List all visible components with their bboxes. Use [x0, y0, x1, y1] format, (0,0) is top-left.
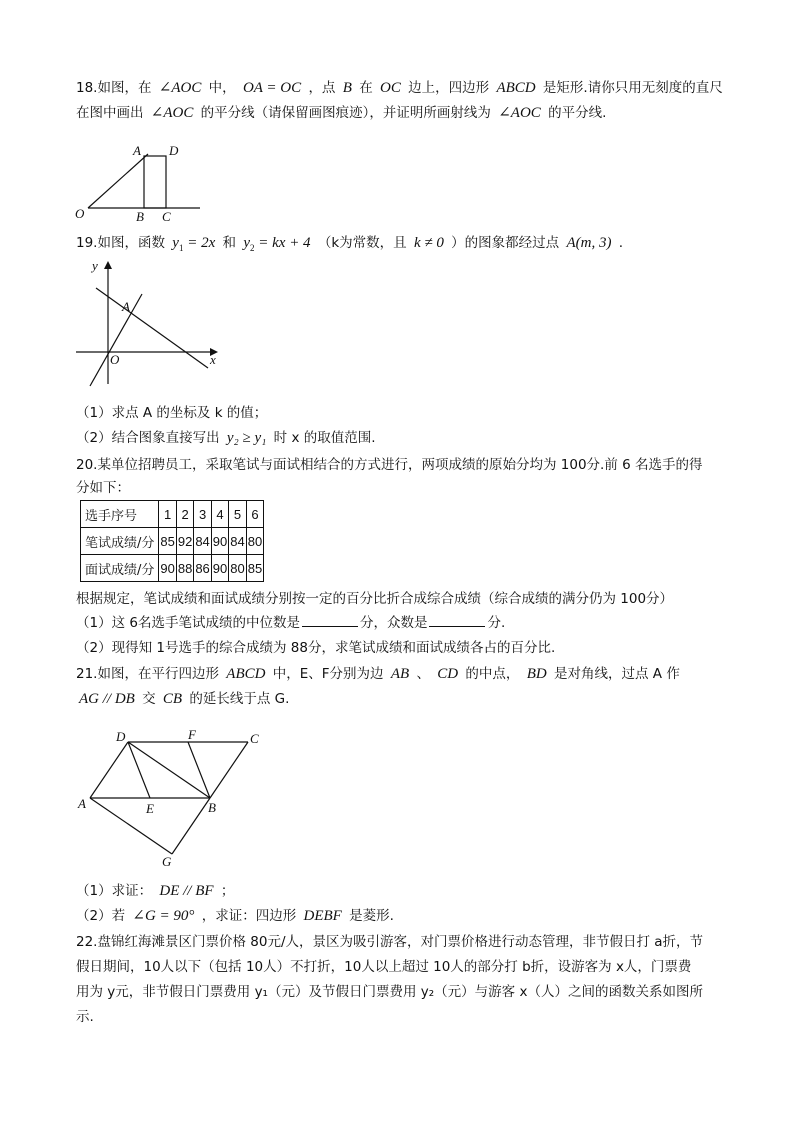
- q21-seg-ad: [90, 742, 128, 798]
- table-row: [81, 501, 264, 528]
- q19-math-y1: $y_1 = 2x$: [172, 235, 216, 253]
- q20-score-table: [80, 500, 264, 582]
- q22-line-3: 用为 y元，非节假日门票费用 y₁（元）及节假日门票费用 y₂（元）与游客 x（人）之间的函数关系如图所: [76, 984, 703, 1000]
- q18-label-o: O: [75, 206, 85, 221]
- table-cell: 85: [159, 528, 176, 555]
- q18-math-angle: ∠AOC: [150, 105, 194, 121]
- q19-line-y1: [90, 294, 142, 386]
- q21-seg-bg: [172, 798, 210, 854]
- table-cell: 85: [246, 555, 263, 582]
- q21-line-1: 21.如图，在平行四边形 ABCD 中，E、F分别为边 AB 、 CD 的中点， BD 是对角线，过点 A 作: [76, 666, 680, 682]
- q19-label-x: x: [210, 352, 216, 367]
- q20-line-3: 根据规定，笔试成绩和面试成绩分别按一定的百分比折合成综合成绩（综合成绩的满分仍为 100分）: [76, 591, 674, 607]
- table-row-label: 面试成绩/分: [81, 555, 159, 582]
- table-cell: 3: [194, 501, 211, 528]
- table-cell: 92: [176, 528, 193, 555]
- table-cell: 2: [176, 501, 193, 528]
- q21-seg-bd: [128, 742, 210, 798]
- q18-math-point: B: [342, 80, 352, 96]
- q19-text: （k为常数，且: [317, 235, 407, 251]
- q21-seg-bc: [210, 742, 248, 798]
- q18-figure: [70, 138, 210, 228]
- q21-figure: [72, 726, 272, 870]
- table-cell: 84: [194, 528, 211, 555]
- table-cell: 5: [229, 501, 246, 528]
- q18-label-d: D: [169, 143, 179, 158]
- q18-line-2: [76, 103, 606, 123]
- q20-part-2: （2）现得知 1号选手的综合成绩为 88分，求笔试成绩和面试成绩各占的百分比.: [76, 640, 556, 656]
- table-cell: 90: [211, 528, 228, 555]
- q19-label-o: O: [110, 352, 120, 367]
- table-cell: 86: [194, 555, 211, 582]
- table-row-label: 笔试成绩/分: [81, 528, 159, 555]
- table-row: [81, 555, 264, 582]
- q18-text: 是矩形.请你只用无刻度的直尺: [542, 80, 723, 96]
- q21-label-b: B: [208, 800, 216, 815]
- q18-text: 的平分线.: [548, 105, 607, 121]
- q21-line-2: AG // DB 交 CB 的延长线于点 G.: [76, 689, 289, 709]
- q19-label-y: y: [92, 258, 98, 273]
- q20-part-1: （1）这 6名选手笔试成绩的中位数是 分，众数是 分.: [76, 615, 506, 631]
- q18-text: 的平分线（请保留画图痕迹），并证明所画射线为: [200, 105, 491, 121]
- q19-text: .: [618, 235, 624, 251]
- q18-ray-oa: [88, 154, 148, 208]
- q19-math-y2: $y_2$ = kx + 4: [243, 235, 311, 253]
- q21-math: DEBF: [303, 908, 342, 924]
- table-row: [81, 528, 264, 555]
- q19-math-ineq: y₂ ≥ y₁: [226, 430, 267, 446]
- q19-text: ）的图象都经过点: [451, 235, 560, 251]
- q18-math-angle: ∠AOC: [158, 80, 202, 96]
- q21-label-a: A: [78, 796, 86, 811]
- q21-label-e: E: [146, 801, 154, 816]
- q21-math: ∠G = 90°: [132, 908, 195, 924]
- q18-label-c: C: [162, 209, 171, 224]
- q18-rectangle-abcd: [144, 156, 166, 208]
- q21-seg-de: [128, 742, 150, 798]
- q21-label-c: C: [250, 731, 259, 746]
- q18-text: ，点: [308, 80, 336, 96]
- q18-math-eq: OA = OC: [242, 80, 302, 96]
- q19-part-1: （1）求点 A 的坐标及 k 的值；: [76, 405, 268, 421]
- q20-line-2: 分如下：: [76, 480, 130, 496]
- q20-line-1: 20.某单位招聘员工，采取笔试与面试相结合的方式进行，两项成绩的原始分均为 100分.前 6 名选手的得: [76, 457, 703, 473]
- answer-blank[interactable]: [429, 613, 485, 627]
- table-cell: 88: [176, 555, 193, 582]
- q19-part-2: （2）结合图象直接写出 y₂ ≥ y₁ 时 x 的取值范围.: [76, 430, 376, 446]
- q22-line-4: 示.: [76, 1009, 94, 1025]
- table-cell: 6: [246, 501, 263, 528]
- table-header-label: 选手序号: [81, 501, 159, 528]
- table-cell: 80: [246, 528, 263, 555]
- q21-math: AG // DB: [79, 691, 135, 707]
- table-cell: 80: [229, 555, 246, 582]
- table-cell: 90: [211, 555, 228, 582]
- table-cell: 4: [211, 501, 228, 528]
- q21-label-f: F: [188, 727, 196, 742]
- q18-line-1: [76, 78, 723, 98]
- q18-math-seg: OC: [380, 80, 401, 96]
- table-cell: 90: [159, 555, 176, 582]
- q18-label-a: A: [133, 143, 141, 158]
- q21-math: AB: [390, 666, 410, 682]
- q19-line-1: [76, 233, 623, 258]
- q19-label-a: A: [122, 299, 130, 314]
- q21-math: CB: [162, 691, 183, 707]
- table-cell: 84: [229, 528, 246, 555]
- q18-math-angle: ∠AOC: [498, 105, 541, 121]
- q21-math: DE // BF: [159, 883, 214, 899]
- q18-text: 边上，四边形: [408, 80, 490, 96]
- q19-math-point: A(m, 3): [566, 235, 612, 251]
- q19-math-k: k ≠ 0: [413, 235, 444, 251]
- q18-math-rect: ABCD: [496, 80, 536, 96]
- q19-y-arrow: [104, 261, 112, 269]
- q21-label-g: G: [162, 854, 172, 869]
- q18-text: 在: [359, 80, 373, 96]
- q18-label-b: B: [136, 209, 144, 224]
- q18-text: 中，: [208, 80, 236, 96]
- q21-math: BD: [526, 666, 547, 682]
- q21-label-d: D: [116, 729, 126, 744]
- q19-figure: [74, 256, 224, 388]
- q19-text: 19.如图，函数: [76, 235, 165, 251]
- q18-text: 18.如图，在: [76, 80, 152, 96]
- q21-part-1: （1）求证： DE // BF ；: [76, 883, 235, 899]
- q22-line-1: 22.盘锦红海滩景区门票价格 80元/人，景区为吸引游客，对门票价格进行动态管理，非节假日打 a折，节: [76, 934, 704, 950]
- q21-math: ABCD: [226, 666, 266, 682]
- q21-seg-bf: [188, 742, 210, 798]
- q21-seg-ag: [90, 798, 172, 854]
- q19-text: 和: [222, 235, 237, 251]
- q21-part-2: （2）若 ∠G = 90° ，求证：四边形 DEBF 是菱形.: [76, 908, 394, 924]
- table-cell: 1: [159, 501, 176, 528]
- q18-text: 在图中画出: [76, 105, 144, 121]
- q21-math: CD: [437, 666, 459, 682]
- answer-blank[interactable]: [302, 613, 358, 627]
- q22-line-2: 假日期间，10人以下（包括 10人）不打折，10人以上超过 10人的部分打 b折，设游客为 x人，门票费: [76, 959, 692, 975]
